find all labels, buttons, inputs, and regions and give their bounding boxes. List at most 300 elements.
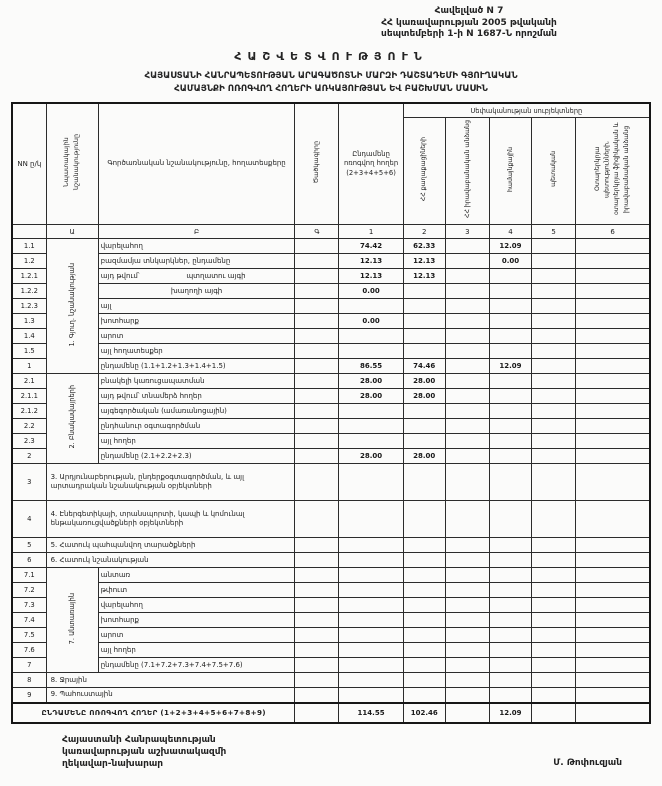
code-cell: [295, 314, 339, 329]
value-cell: [576, 449, 650, 464]
row-label: արոտ: [100, 332, 124, 341]
value-cell: [532, 239, 576, 254]
value-cell: [445, 613, 489, 628]
value-cell: [445, 344, 489, 359]
signatory-title: [62, 734, 226, 770]
index-cell: 4: [489, 225, 531, 239]
row-label-wrap: [101, 332, 293, 340]
value-cell: 102.46: [403, 703, 445, 723]
value-cell: [403, 673, 445, 688]
section-label: 2. Բնակավայրերի: [68, 385, 77, 449]
row-number-cell: 5: [12, 538, 46, 553]
code-cell: [295, 643, 339, 658]
value-cell: [339, 538, 403, 553]
value-cell: [445, 374, 489, 389]
row-label-wrap: [101, 646, 293, 654]
code-cell: [295, 598, 339, 613]
row-number-cell: 8: [12, 673, 46, 688]
value-cell: [576, 501, 650, 538]
row-label-cell: 8. Ջրային: [46, 673, 295, 688]
row-label-wrap: [101, 392, 293, 400]
row-label-wrap: [101, 347, 293, 355]
value-cell: [445, 299, 489, 314]
row-label-cell: [98, 568, 295, 583]
row-label-cell: [98, 434, 295, 449]
value-cell: [445, 404, 489, 419]
value-cell: [403, 464, 445, 501]
value-cell: [489, 404, 531, 419]
row-label-cell: [98, 419, 295, 434]
row-label: այդ թվում՝: [100, 272, 140, 281]
row-number-cell: 2.1.1: [12, 389, 46, 404]
col-header-code: [295, 103, 339, 225]
table-row: [12, 628, 650, 643]
col-header-total: Ընդամենը ոռոգվող հողեր (2+3+4+5+6): [339, 103, 403, 225]
value-cell: [489, 628, 531, 643]
row-label: այլ հողատեսքեր: [100, 347, 163, 356]
row-label-cell: [98, 374, 295, 389]
value-cell: 28.00: [403, 389, 445, 404]
value-cell: [339, 628, 403, 643]
row-number-cell: 2.1.2: [12, 404, 46, 419]
row-label-cell: [98, 329, 295, 344]
row-label: անտառ: [100, 571, 131, 580]
value-cell: [339, 643, 403, 658]
value-cell: [489, 314, 531, 329]
value-cell: [576, 703, 650, 723]
value-cell: [576, 299, 650, 314]
value-cell: [445, 284, 489, 299]
value-cell: [403, 284, 445, 299]
value-cell: [445, 314, 489, 329]
value-cell: 0.00: [339, 314, 403, 329]
value-cell: [489, 464, 531, 501]
code-cell: [295, 688, 339, 703]
row-number-cell: 6: [12, 553, 46, 568]
value-cell: [576, 374, 650, 389]
row-label-cell: [98, 344, 295, 359]
value-cell: [532, 419, 576, 434]
index-cell: 6: [576, 225, 650, 239]
value-cell: [532, 374, 576, 389]
row-label-wrap: [101, 287, 293, 295]
table-row: [12, 464, 650, 501]
row-label-cell: 5. Հատուկ պահպանվող տարածքների: [46, 538, 295, 553]
value-cell: [532, 284, 576, 299]
col-header-community-label: համայնքային: [506, 146, 514, 192]
value-cell: [403, 643, 445, 658]
value-cell: [576, 688, 650, 703]
value-cell: [576, 389, 650, 404]
value-cell: [403, 658, 445, 673]
value-cell: [532, 538, 576, 553]
row-label-wrap: [101, 586, 293, 594]
header-row-1: [12, 103, 650, 118]
value-cell: [532, 314, 576, 329]
value-cell: [576, 628, 650, 643]
value-cell: [403, 299, 445, 314]
value-cell: [445, 583, 489, 598]
row-number-cell: 7.1: [12, 568, 46, 583]
table-row: [12, 329, 650, 344]
code-cell: [295, 703, 339, 723]
value-cell: [576, 284, 650, 299]
table-row: [12, 239, 650, 254]
value-cell: 28.00: [403, 449, 445, 464]
value-cell: [532, 344, 576, 359]
value-cell: [445, 673, 489, 688]
index-cell: 5: [532, 225, 576, 239]
value-cell: 74.42: [339, 239, 403, 254]
value-cell: 12.13: [403, 269, 445, 284]
signatory-name: Մ. Թոփուզյան: [553, 758, 622, 769]
value-cell: 28.00: [403, 374, 445, 389]
code-cell: [295, 404, 339, 419]
row-label-wrap: [101, 661, 293, 669]
row-label-cell: [98, 254, 295, 269]
value-cell: [532, 389, 576, 404]
row-sublabel: խաղողի այգի: [170, 287, 223, 296]
row-label-wrap: [101, 631, 293, 639]
value-cell: [339, 658, 403, 673]
value-cell: [489, 284, 531, 299]
code-cell: [295, 613, 339, 628]
code-cell: [295, 449, 339, 464]
value-cell: [576, 613, 650, 628]
table-row: [12, 598, 650, 613]
value-cell: 28.00: [339, 374, 403, 389]
row-number-cell: 1.5: [12, 344, 46, 359]
code-cell: [295, 239, 339, 254]
value-cell: [489, 538, 531, 553]
value-cell: [445, 501, 489, 538]
row-label-wrap: [101, 571, 293, 579]
code-cell: [295, 419, 339, 434]
table-row: [12, 314, 650, 329]
code-cell: [295, 583, 339, 598]
row-label-cell: [98, 583, 295, 598]
section-label-cell: [46, 239, 98, 374]
row-number-cell: 7.3: [12, 598, 46, 613]
value-cell: [403, 613, 445, 628]
value-cell: [576, 643, 650, 658]
signatory-title-line-3: ղեկավար-նախարար: [62, 759, 164, 770]
value-cell: [532, 404, 576, 419]
value-cell: [532, 688, 576, 703]
code-cell: [295, 299, 339, 314]
value-cell: [489, 269, 531, 284]
row-label-wrap: [101, 407, 293, 415]
col-header-ownership-group: Սեփականության սուբյեկտները: [403, 103, 650, 118]
value-cell: [339, 673, 403, 688]
row-number-cell: 9: [12, 688, 46, 703]
row-label-cell: [98, 299, 295, 314]
col-header-community: [489, 118, 531, 225]
value-cell: [339, 299, 403, 314]
row-label-wrap: [101, 437, 293, 445]
row-label: վարելահող: [100, 242, 143, 251]
row-label-cell: [98, 643, 295, 658]
row-label-cell: [98, 314, 295, 329]
value-cell: [489, 688, 531, 703]
value-cell: [445, 598, 489, 613]
row-number-cell: 4: [12, 501, 46, 538]
col-header-purpose: [46, 103, 98, 225]
row-label-cell: 4. Էներգետիկայի, տրանսպորտի, կապի և կոմունալ ենթակառուցվածքների օբյեկտների: [46, 501, 295, 538]
row-number-cell: 2.1: [12, 374, 46, 389]
value-cell: [403, 419, 445, 434]
value-cell: [576, 359, 650, 374]
row-label-wrap: [101, 452, 293, 460]
col-header-citizens: [403, 118, 445, 225]
value-cell: [576, 329, 650, 344]
value-cell: [445, 688, 489, 703]
value-cell: [532, 628, 576, 643]
value-cell: [403, 329, 445, 344]
row-label: այլ հողեր: [100, 437, 136, 446]
row-label: բազմամյա տնկարկներ, ընդամենը: [100, 257, 231, 266]
appendix-line-2: ՀՀ կառավարության 2005 թվականի: [381, 17, 557, 28]
value-cell: [403, 553, 445, 568]
code-cell: [295, 329, 339, 344]
value-cell: 28.00: [339, 449, 403, 464]
signatory-title-line-2: կառավարության աշխատակազմի: [62, 746, 227, 757]
code-cell: [295, 374, 339, 389]
value-cell: 114.55: [339, 703, 403, 723]
value-cell: [403, 583, 445, 598]
value-cell: [532, 434, 576, 449]
row-number-cell: 1.4: [12, 329, 46, 344]
code-cell: [295, 344, 339, 359]
col-header-legal-entities-label: ՀՀ իրավաբանական անձանց: [463, 120, 471, 219]
value-cell: [339, 688, 403, 703]
value-cell: [339, 434, 403, 449]
value-cell: [532, 703, 576, 723]
value-cell: [576, 419, 650, 434]
appendix-reference: [294, 6, 644, 41]
table-row: [12, 643, 650, 658]
value-cell: [532, 553, 576, 568]
value-cell: [489, 613, 531, 628]
value-cell: [532, 269, 576, 284]
value-cell: [339, 598, 403, 613]
value-cell: [445, 703, 489, 723]
value-cell: [403, 538, 445, 553]
value-cell: [489, 658, 531, 673]
col-header-purpose-label: Նպատակային նշանակությունը: [62, 134, 81, 191]
row-number-cell: 2.2: [12, 419, 46, 434]
col-header-nn: NN ը/կ: [12, 103, 46, 225]
row-number-cell: 1.2.3: [12, 299, 46, 314]
table-row: [12, 359, 650, 374]
value-cell: [445, 538, 489, 553]
value-cell: [489, 643, 531, 658]
value-cell: [576, 568, 650, 583]
value-cell: [445, 239, 489, 254]
table-row: [12, 703, 650, 723]
value-cell: [445, 464, 489, 501]
value-cell: [532, 359, 576, 374]
col-header-functional: Գործառնական նշանակությունը, հողատեսքերը: [98, 103, 295, 225]
row-label-cell: 3. Արդյունաբերության, ընդերքօգտագործման, և այլ արտադրական նշանակության օբյեկտների: [46, 464, 295, 501]
row-label-wrap: [101, 377, 293, 385]
value-cell: [445, 389, 489, 404]
subtitle-line-1: ՀԱՅԱՍՏԱՆԻ ՀԱՆՐԱՊԵՏՈՒԹՅԱՆ ԱՐԱԳԱԾՈՏՆԻ ՄԱՐԶԻ ԴԱՇՏԱԴԵՄԻ ԳՅՈՒՂԱԿԱՆ: [144, 71, 518, 82]
value-cell: [403, 501, 445, 538]
value-cell: [532, 299, 576, 314]
table-row: [12, 688, 650, 703]
appendix-line-3: սեպտեմբերի 1-ի N 1687-Ն որոշման: [381, 29, 557, 40]
row-number-cell: 7.2: [12, 583, 46, 598]
value-cell: [532, 254, 576, 269]
code-cell: [295, 553, 339, 568]
value-cell: [445, 254, 489, 269]
value-cell: [576, 673, 650, 688]
index-cell: 3: [445, 225, 489, 239]
value-cell: [403, 434, 445, 449]
value-cell: [576, 404, 650, 419]
value-cell: 12.09: [489, 239, 531, 254]
value-cell: [576, 239, 650, 254]
row-label: ընդամենը (7.1+7.2+7.3+7.4+7.5+7.6): [100, 661, 243, 670]
table-row: [12, 449, 650, 464]
value-cell: [403, 598, 445, 613]
value-cell: [445, 643, 489, 658]
row-label-wrap: [101, 616, 293, 624]
value-cell: 74.46: [403, 359, 445, 374]
value-cell: [489, 329, 531, 344]
row-label: այդ թվում՝ տնամերձ հողեր: [100, 392, 202, 401]
value-cell: [403, 628, 445, 643]
code-cell: [295, 538, 339, 553]
table-row: [12, 568, 650, 583]
value-cell: [339, 344, 403, 359]
code-cell: [295, 284, 339, 299]
col-header-citizens-label: ՀՀ քաղաքացիների: [420, 137, 428, 202]
code-cell: [295, 254, 339, 269]
value-cell: [489, 598, 531, 613]
row-label-cell: [98, 628, 295, 643]
value-cell: [489, 419, 531, 434]
value-cell: [403, 688, 445, 703]
table-row: [12, 374, 650, 389]
row-label-wrap: [101, 362, 293, 370]
value-cell: [489, 389, 531, 404]
index-cell: Գ: [295, 225, 339, 239]
value-cell: [576, 314, 650, 329]
value-cell: [489, 583, 531, 598]
col-header-state-label: պետական: [549, 151, 557, 188]
value-cell: [339, 568, 403, 583]
grand-total-label: ԸՆԴԱՄԵՆԸ ՈՌՈԳՎՈՂ ՀՈՂԵՐ (1+2+3+4+5+6+7+8+9): [12, 703, 295, 723]
code-cell: [295, 389, 339, 404]
value-cell: [489, 553, 531, 568]
value-cell: [532, 449, 576, 464]
value-cell: 28.00: [339, 389, 403, 404]
subtitle-line-2: ՀԱՄԱՅՆՔԻ ՈՌՈԳՎՈՂ ՀՈՂԵՐԻ ԱՌԿԱՅՈՒԹՅԱՆ ԵՎ ԲԱՇԽՄԱՆ ՄԱՍԻՆ: [174, 83, 488, 94]
row-label-cell: [98, 239, 295, 254]
value-cell: [576, 344, 650, 359]
footer: [62, 734, 622, 770]
value-cell: [532, 658, 576, 673]
row-label: արոտ: [100, 631, 124, 640]
value-cell: [445, 568, 489, 583]
row-label-wrap: [101, 601, 293, 609]
value-cell: [489, 299, 531, 314]
table-row: [12, 269, 650, 284]
value-cell: [532, 501, 576, 538]
table-row: [12, 553, 650, 568]
value-cell: [403, 404, 445, 419]
value-cell: [532, 568, 576, 583]
table-row: [12, 419, 650, 434]
value-cell: [339, 329, 403, 344]
code-cell: [295, 501, 339, 538]
row-number-cell: 3: [12, 464, 46, 501]
land-report-table: [11, 102, 651, 724]
value-cell: [489, 344, 531, 359]
table-row: [12, 583, 650, 598]
row-label: խոտհարք: [100, 317, 140, 326]
row-number-cell: 1.2.1: [12, 269, 46, 284]
table-row: [12, 284, 650, 299]
value-cell: 12.13: [339, 254, 403, 269]
row-number-cell: 1.2: [12, 254, 46, 269]
value-cell: [489, 501, 531, 538]
row-label-cell: [98, 598, 295, 613]
row-label: այգեգործական (ամառանոցային): [100, 407, 227, 416]
row-label-cell: [98, 359, 295, 374]
section-label: 7. Անտառային: [68, 592, 77, 644]
row-number-cell: 7.4: [12, 613, 46, 628]
col-header-legal-entities: [445, 118, 489, 225]
value-cell: [576, 269, 650, 284]
row-label-wrap: [101, 317, 293, 325]
value-cell: [532, 673, 576, 688]
col-header-foreign: [576, 118, 650, 225]
row-label: այլ հողեր: [100, 646, 136, 655]
row-label-cell: 6. Հատուկ նշանակության: [46, 553, 295, 568]
value-cell: [576, 434, 650, 449]
value-cell: [576, 538, 650, 553]
value-cell: 12.13: [339, 269, 403, 284]
index-cell: 1: [339, 225, 403, 239]
value-cell: [576, 658, 650, 673]
col-header-state: [532, 118, 576, 225]
value-cell: [576, 464, 650, 501]
column-index-row: [12, 225, 650, 239]
value-cell: [339, 613, 403, 628]
value-cell: [576, 598, 650, 613]
code-cell: [295, 568, 339, 583]
code-cell: [295, 434, 339, 449]
row-label-cell: [98, 658, 295, 673]
value-cell: [532, 583, 576, 598]
signatory-title-line-1: Հայաստանի Հանրապետության: [62, 734, 216, 745]
row-label: բնակելի կառուցապատման: [100, 377, 205, 386]
value-cell: [532, 464, 576, 501]
value-cell: [339, 583, 403, 598]
value-cell: [489, 673, 531, 688]
row-label: ընդամենը (2.1+2.2+2.3): [100, 452, 192, 461]
value-cell: [403, 568, 445, 583]
row-sublabel: պտղատու այգի: [186, 272, 246, 281]
value-cell: [445, 269, 489, 284]
value-cell: [445, 329, 489, 344]
row-number-cell: 2: [12, 449, 46, 464]
row-number-cell: 1: [12, 359, 46, 374]
value-cell: [445, 553, 489, 568]
